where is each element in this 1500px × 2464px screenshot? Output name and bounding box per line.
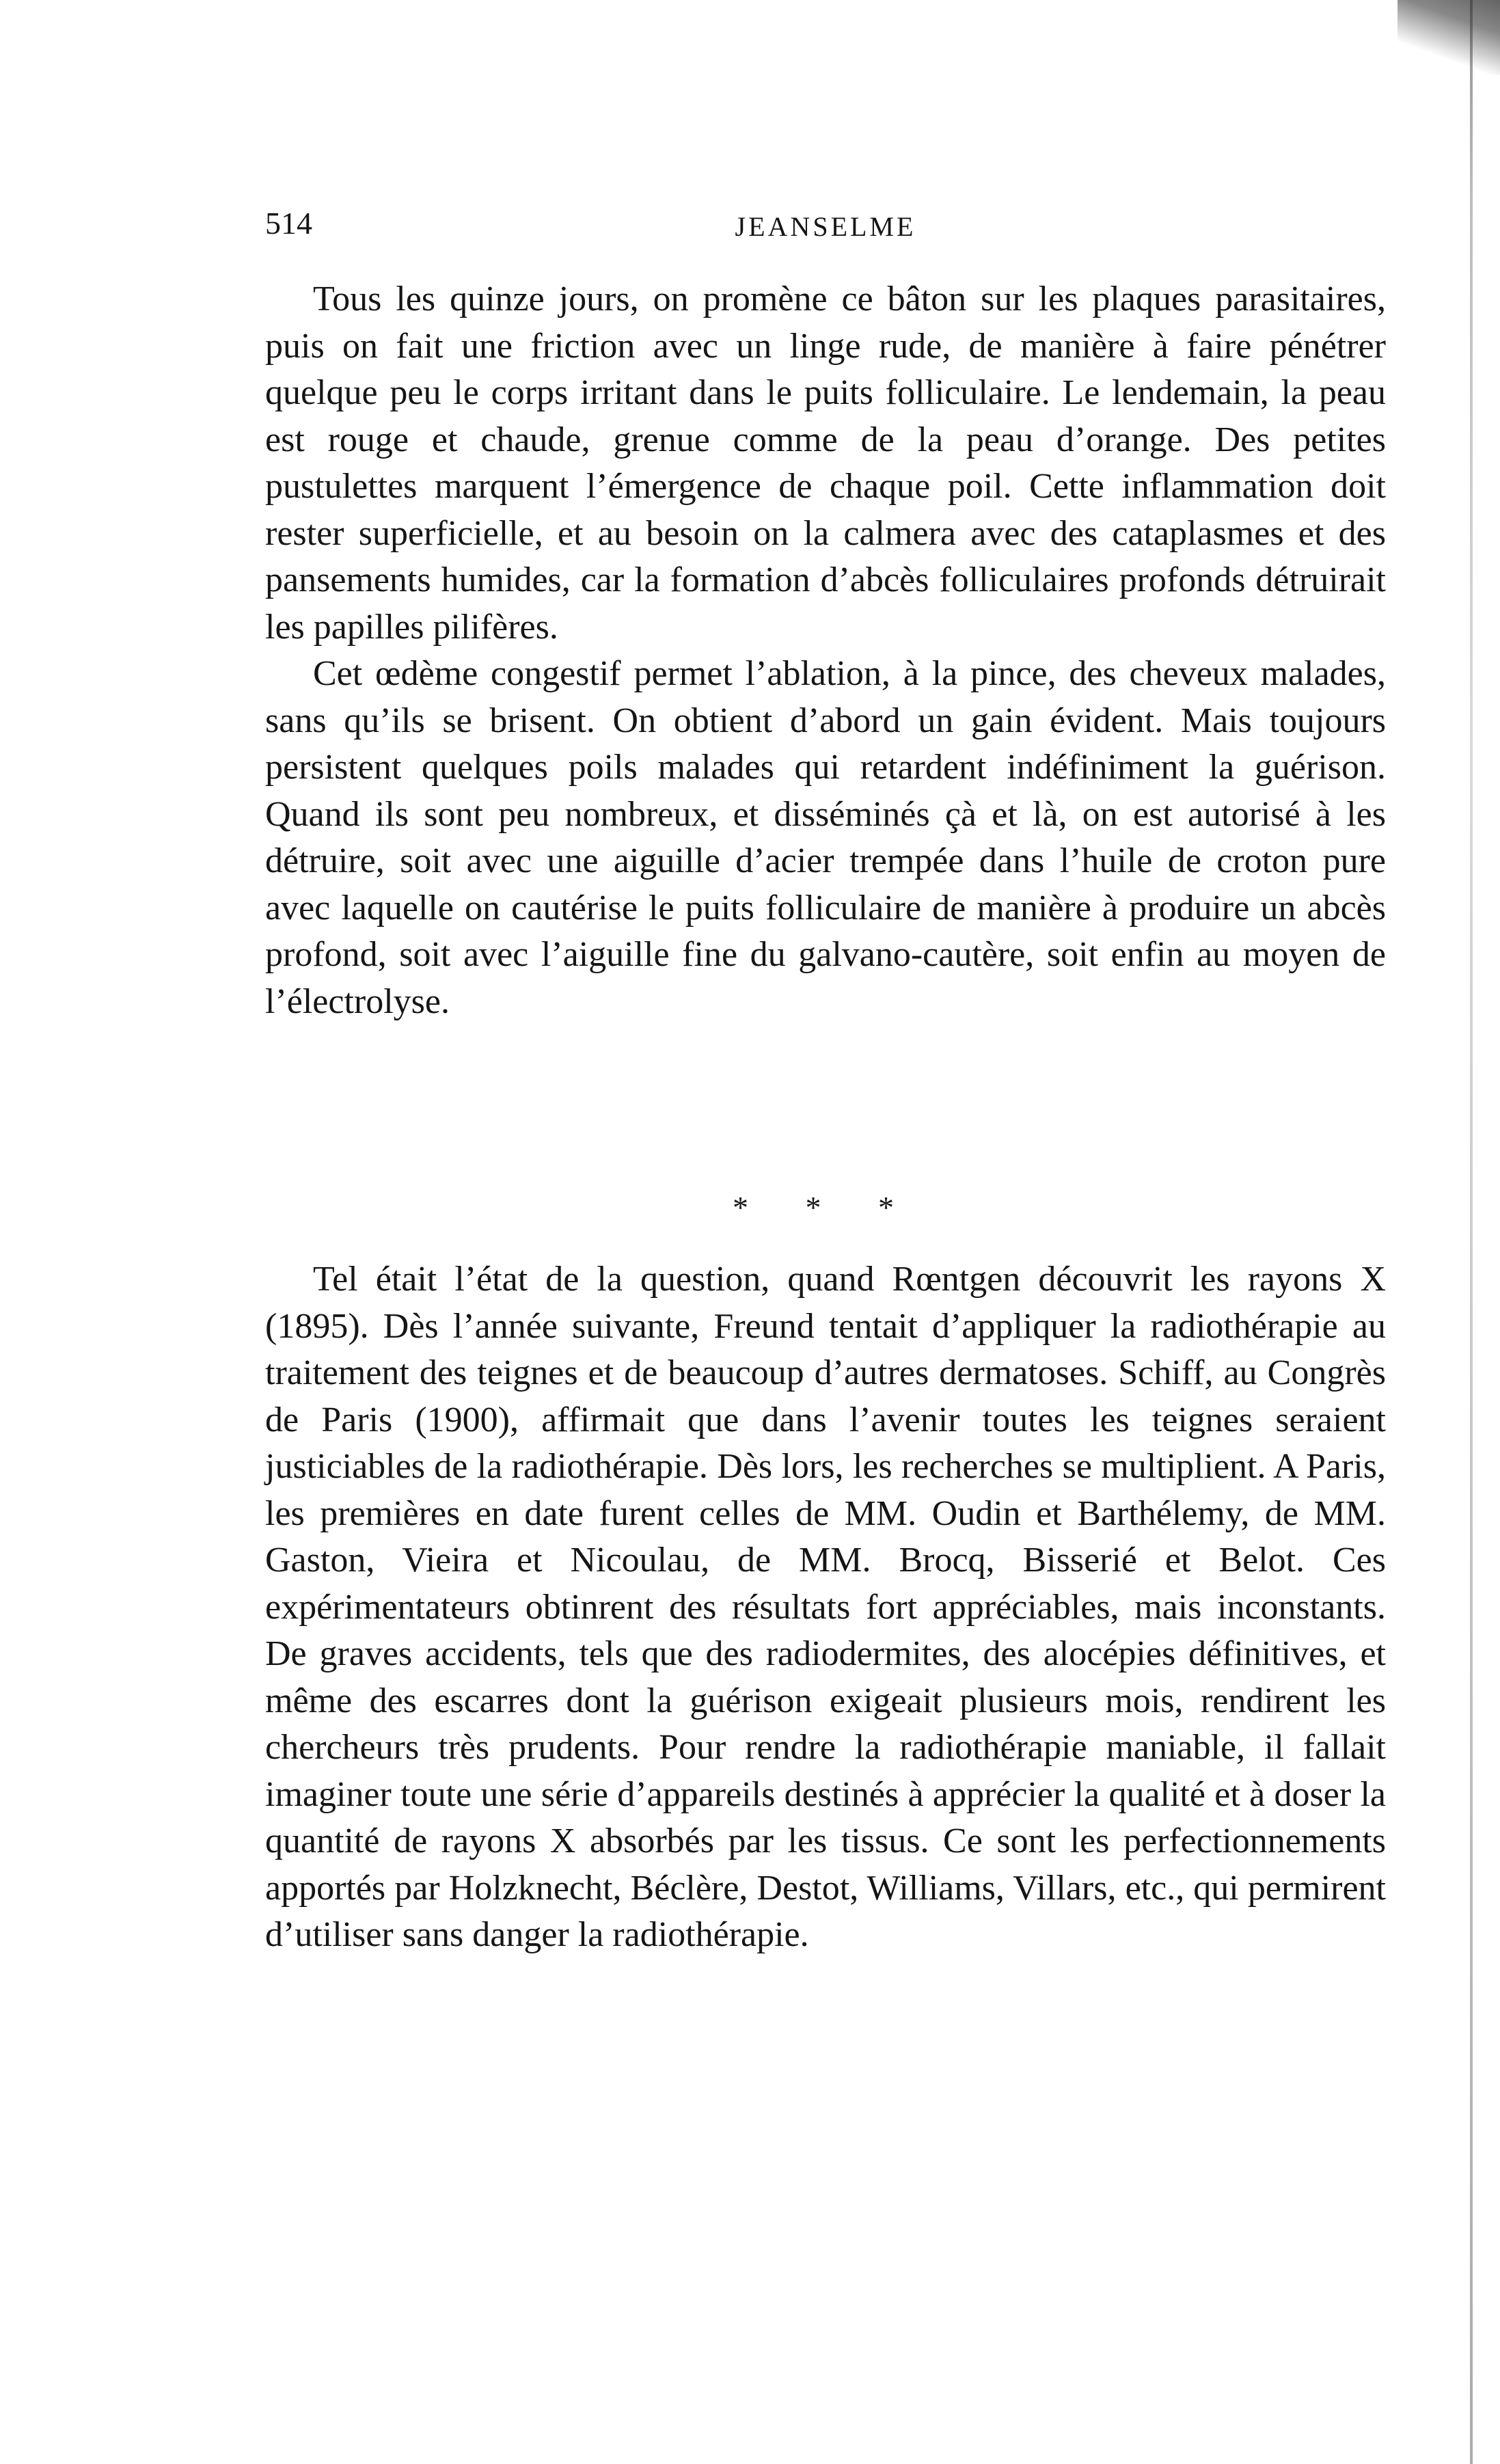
text-block-top [265,276,1386,1025]
scan-edge-line [1470,0,1473,2464]
text-block-bottom [265,1256,1386,1959]
paragraph: Tel était l’état de la question, quand Rœntgen découvrit les rayons X (1895). Dès l’année suivante, Freund tentait d’appliquer la radiothérapie au traitement des teignes et de beaucoup d’autres dermatoses. Schiff, au Congrès de Paris (1900), affirmait que dans l’avenir toutes les teignes seraient justiciables de la radiothérapie. Dès lors, les recherches se multiplient. A Paris, les premières en date furent celles de MM. Oudin et Barthélemy, de MM. Gaston, Vieira et Nicoulau, de MM. Brocq, Bisserié et Belot. Ces expérimentateurs obtinrent des résultats fort appréciables, mais inconstants. De graves accidents, tels que des radiodermites, des alocépies définitives, et même des escarres dont la guérison exigeait plusieurs mois, rendirent les chercheurs très prudents. Pour rendre la radiothérapie maniable, il fallait imaginer toute une série d’appareils destinés à apprécier la qualité et à doser la quantité de rayons X absorbés par les tissus. Ce sont les perfectionnements apportés par Holzknecht, Béclère, Destot, Williams, Villars, etc., qui permirent d’utiliser sans danger la radiothérapie. [265,1260,1386,1954]
paragraph: Cet œdème congestif permet l’ablation, à la pince, des cheveux malades, sans qu’ils se brisent. On obtient d’abord un gain évident. Mais toujours persistent quelques poils malades qui retardent indéfiniment la guérison. Quand ils sont peu nombreux, et disséminés çà et là, on est autorisé à les détruire, soit avec une aiguille d’acier trempée dans l’huile de croton pure avec laquelle on cautérise le puits folliculaire de manière à produire un abcès profond, soit avec l’aiguille fine du galvano-cautère, soit enfin au moyen de l’électrolyse. [265,654,1386,1021]
section-separator: * * * [733,1190,918,1225]
page-number: 514 [265,206,312,241]
page-header [265,205,1386,253]
running-head: JEANSELME [735,211,916,242]
scan-shadow [1397,0,1500,75]
paragraph: Tous les quinze jours, on promène ce bâton sur les plaques parasitaires, puis on fait une friction avec un linge rude, de manière à faire pénétrer quelque peu le corps irritant dans le puits folliculaire. Le lendemain, la peau est rouge et chaude, grenue comme de la peau d’orange. Des petites pustulettes marquent l’émergence de chaque poil. Cette inflammation doit rester superficielle, et au besoin on la calmera avec des cataplasmes et des pansements humides, car la formation d’abcès folliculaires profonds détruirait les papilles pilifères. [265,280,1386,647]
